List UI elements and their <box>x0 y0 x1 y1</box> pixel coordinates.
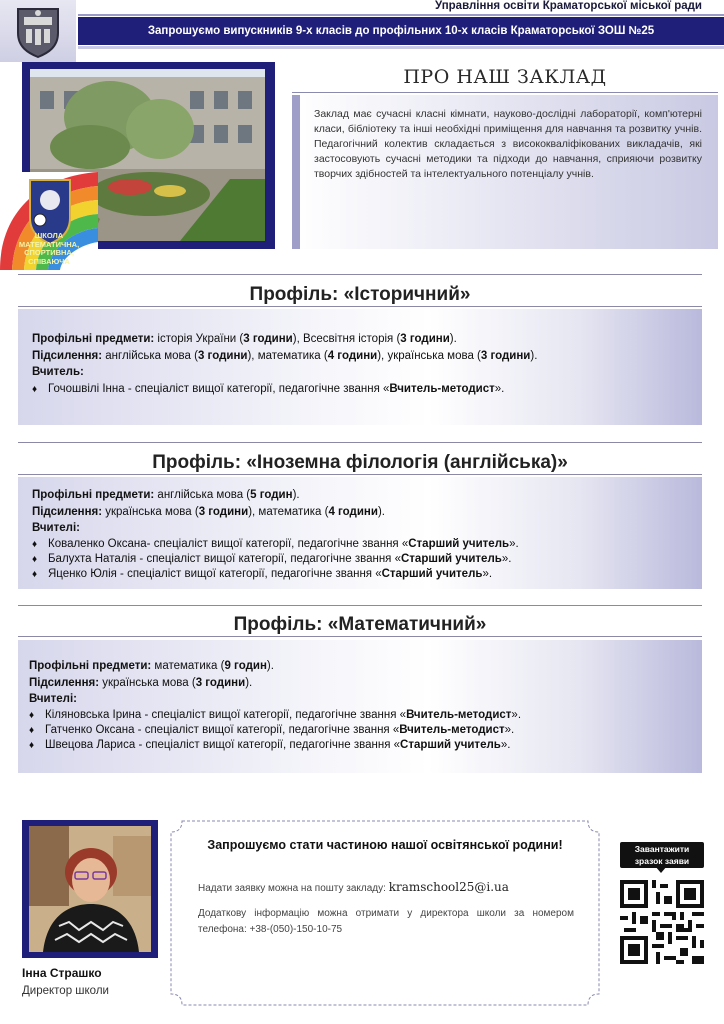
section-divider <box>18 605 702 606</box>
qr-code-icon[interactable] <box>616 876 708 968</box>
profile-reinforce: Підсилення: українська мова (3 години). <box>29 676 253 689</box>
teacher-item: ♦ Гатченко Оксана - спеціаліст вищої категорії, педагогічне звання «Вчитель-методист». <box>29 723 515 736</box>
profile-reinforce: Підсилення: українська мова (3 години), математика (4 години). <box>32 505 385 518</box>
teacher-item: ♦ Балухта Наталія - спеціаліст вищої категорії, педагогічне звання «Старший учитель». <box>32 552 512 565</box>
invite-box <box>170 820 600 1006</box>
logo-text-1: ШКОЛА <box>34 231 64 240</box>
teacher-item: ♦ Кіляновська Ірина - спеціаліст вищої категорії, педагогічне звання «Вчитель-методист». <box>29 708 522 721</box>
org-name: Управління освіти Краматорської міської ради <box>435 0 702 12</box>
about-box <box>292 95 718 249</box>
email-link[interactable]: kramschool25@i.ua <box>388 880 509 894</box>
qr-label-pointer <box>655 866 667 873</box>
profile-card-history <box>18 309 702 425</box>
director-role: Директор школи <box>22 985 109 997</box>
profile-subjects: Профільні предмети: англійська мова (5 годин). <box>32 489 300 501</box>
profile-card-math <box>18 640 702 773</box>
banner-underline <box>78 46 724 49</box>
profile-title-philology: Профіль: «Іноземна філологія (англійська)» <box>152 452 568 473</box>
profile-card-philology <box>18 477 702 589</box>
header-divider <box>78 14 724 16</box>
director-photo <box>29 826 151 952</box>
invite-contact: Додаткову інформацію можна отримати у директора школи за номером телефона: +38-(050)-150-10-75 <box>198 908 574 935</box>
invite-apply: Надати заявку можна на пошту закладу: kramschool25@i.ua <box>198 880 509 894</box>
section-divider <box>18 306 702 307</box>
logo-text-4: СПІВАЮЧА <box>28 256 70 266</box>
org-header <box>0 0 724 14</box>
invite-heading: Запрошуємо стати частиною нашої освітянської родини! <box>207 838 563 852</box>
banner-text: Запрошуємо випускників 9-х класів до профільних 10-х класів Краматорської ЗОШ №25 <box>147 25 655 37</box>
profile-subjects: Профільні предмети: математика (9 годин). <box>29 660 274 672</box>
section-divider <box>18 474 702 475</box>
profile-subjects: Профільні предмети: історія України (3 години), Всесвітня історія (3 години). <box>32 333 457 345</box>
teacher-item: ♦ Яценко Юлія - спеціаліст вищої категорії, педагогічне звання «Старший учитель». <box>32 567 493 580</box>
school-logo <box>0 172 98 270</box>
teachers-label: Вчителі: <box>29 693 77 705</box>
logo-text-3: СПОРТИВНА, <box>24 248 74 257</box>
profile-title-math: Профіль: «Математичний» <box>233 614 487 635</box>
section-divider <box>18 274 702 275</box>
director-name: Інна Страшко <box>22 966 102 980</box>
profile-title-history: Профіль: «Історичний» <box>249 284 471 305</box>
about-text: Заклад має сучасні класні кімнати, науково-дослідні лабораторії, комп'ютерні класи, бібліотеку та інші необхідні приміщення для навчання та розвитку учнів. Педагогічний колектив складається з висококваліфікованих викладачів, які застосовують сучасні методики та підходи до навчання, сприяючи розвитку творчих здібностей та інтелектуального потенціалу учнів. <box>314 108 702 180</box>
section-divider <box>18 442 702 443</box>
about-title: ПРО НАШ ЗАКЛАД <box>403 66 607 88</box>
section-divider <box>18 636 702 637</box>
qr-label: Завантажити зразок заяви <box>620 842 704 868</box>
teacher-item: ♦ Коваленко Оксана- спеціаліст вищої категорії, педагогічне звання «Старший учитель». <box>32 537 519 550</box>
logo-text-2: МАТЕМАТИЧНА, <box>18 239 80 249</box>
invitation-banner <box>78 17 724 45</box>
profile-reinforce: Підсилення: англійська мова (3 години), математика (4 години), українська мова (3 години). <box>32 349 538 362</box>
teacher-item: ♦ Гочошвілі Інна - спеціаліст вищої категорії, педагогічне звання «Вчитель-методист». <box>32 382 505 395</box>
teacher-item: ♦ Швецова Лариса - спеціаліст вищої категорії, педагогічне звання «Старший учитель». <box>29 738 511 751</box>
about-title-divider <box>292 92 718 93</box>
teachers-label: Вчителі: <box>32 522 80 534</box>
teachers-label: Вчитель: <box>32 366 84 378</box>
